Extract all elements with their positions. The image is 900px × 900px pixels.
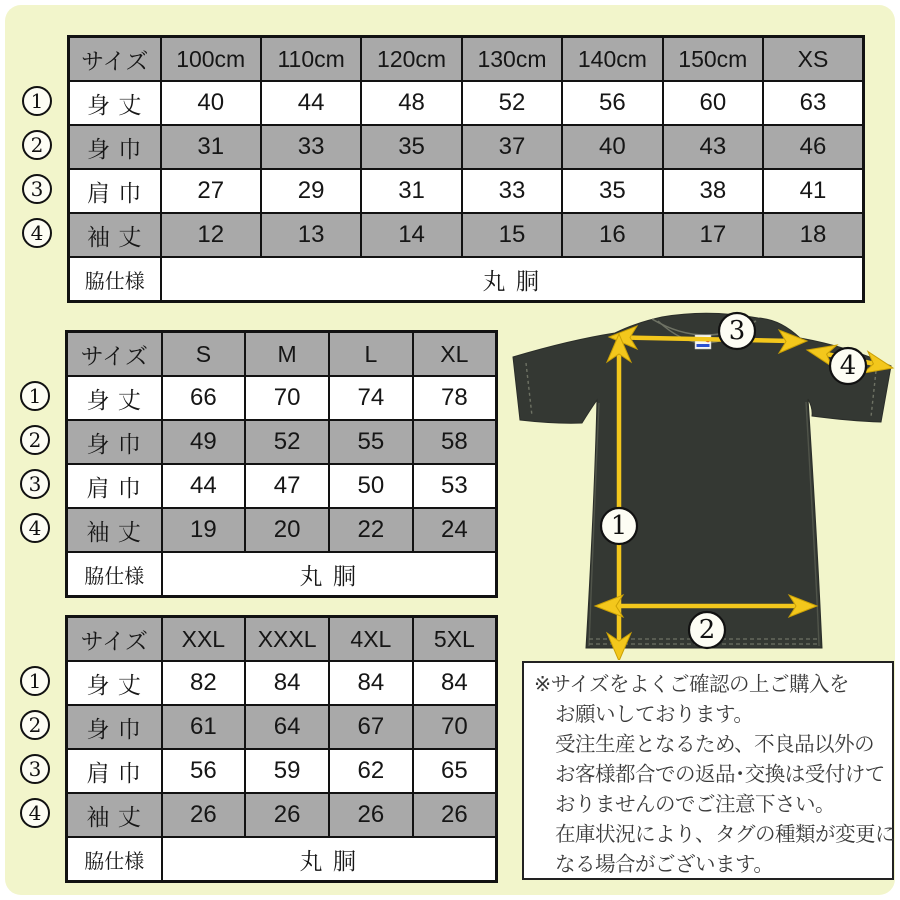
notice-line: ※サイズをよくご確認の上ご購入を xyxy=(534,673,850,696)
value-cell: 38 xyxy=(663,169,763,213)
value-cell: 63 xyxy=(763,81,863,125)
footer-value-cell: 丸 胴 xyxy=(161,257,864,302)
row-number-badge: 1 xyxy=(20,381,50,411)
column-header-cell: サイズ xyxy=(69,37,161,82)
value-cell: 74 xyxy=(329,376,413,420)
value-cell: 56 xyxy=(562,81,662,125)
row-number-badge: 1 xyxy=(22,86,52,116)
table-row xyxy=(67,661,497,705)
value-cell: 22 xyxy=(329,508,413,552)
value-cell: 18 xyxy=(763,213,863,257)
value-cell: 78 xyxy=(413,376,497,420)
value-cell: 13 xyxy=(261,213,361,257)
callout-4-badge xyxy=(830,348,866,384)
column-header-cell: 130cm xyxy=(462,37,562,82)
value-cell: 67 xyxy=(329,705,413,749)
footer-label-cell: 脇仕様 xyxy=(67,837,162,882)
value-cell: 33 xyxy=(261,125,361,169)
row-label-cell: 袖 丈 xyxy=(67,793,162,837)
column-header-cell: S xyxy=(162,332,246,377)
footer-value-cell: 丸 胴 xyxy=(162,837,497,882)
value-cell: 62 xyxy=(329,749,413,793)
column-header-cell: XL xyxy=(413,332,497,377)
callout-2-number: 2 xyxy=(698,615,716,645)
value-cell: 53 xyxy=(413,464,497,508)
column-header-cell: XS xyxy=(763,37,863,82)
value-cell: 40 xyxy=(562,125,662,169)
value-cell: 26 xyxy=(245,793,329,837)
value-cell: 59 xyxy=(245,749,329,793)
value-cell: 33 xyxy=(462,169,562,213)
table-row xyxy=(67,749,497,793)
row-label-cell: 肩 巾 xyxy=(67,464,162,508)
value-cell: 70 xyxy=(413,705,497,749)
value-cell: 20 xyxy=(245,508,329,552)
column-header-cell: サイズ xyxy=(67,332,162,377)
notice-line: おりませんのでご注意下さい。 xyxy=(555,793,835,816)
value-cell: 17 xyxy=(663,213,763,257)
column-header-cell: 5XL xyxy=(413,617,497,662)
value-cell: 61 xyxy=(162,705,246,749)
value-cell: 52 xyxy=(245,420,329,464)
row-label-cell: 肩 巾 xyxy=(69,169,161,213)
value-cell: 82 xyxy=(162,661,246,705)
table-row xyxy=(69,169,864,213)
value-cell: 52 xyxy=(462,81,562,125)
column-header-cell: L xyxy=(329,332,413,377)
row-number-badge: 2 xyxy=(20,710,50,740)
value-cell: 35 xyxy=(361,125,461,169)
notice-line: なる場合がございます。 xyxy=(555,853,774,876)
notice-line: お客様都合での返品･交換は受付けて xyxy=(555,763,885,786)
table-footer-row xyxy=(69,257,864,302)
column-header-cell: XXL xyxy=(162,617,246,662)
value-cell: 40 xyxy=(161,81,261,125)
column-header-cell: M xyxy=(245,332,329,377)
column-header-cell: 150cm xyxy=(663,37,763,82)
value-cell: 16 xyxy=(562,213,662,257)
table-row xyxy=(69,213,864,257)
value-cell: 55 xyxy=(329,420,413,464)
footer-value-cell: 丸 胴 xyxy=(162,552,497,597)
table-row xyxy=(67,376,497,420)
size-table xyxy=(65,330,498,598)
tshirt-diagram xyxy=(500,300,900,660)
callout-2-badge xyxy=(689,612,725,648)
notice-line: お願いしております。 xyxy=(555,703,754,726)
value-cell: 41 xyxy=(763,169,863,213)
value-cell: 26 xyxy=(413,793,497,837)
value-cell: 58 xyxy=(413,420,497,464)
row-label-cell: 身 巾 xyxy=(69,125,161,169)
row-label-cell: 身 丈 xyxy=(69,81,161,125)
value-cell: 19 xyxy=(162,508,246,552)
table-row xyxy=(67,464,497,508)
value-cell: 46 xyxy=(763,125,863,169)
row-number-badge: 3 xyxy=(20,754,50,784)
value-cell: 84 xyxy=(413,661,497,705)
value-cell: 50 xyxy=(329,464,413,508)
size-table xyxy=(65,615,498,883)
value-cell: 31 xyxy=(161,125,261,169)
row-number-badge: 1 xyxy=(20,666,50,696)
size-table xyxy=(67,35,865,303)
row-label-cell: 袖 丈 xyxy=(67,508,162,552)
value-cell: 31 xyxy=(361,169,461,213)
table-footer-row xyxy=(67,837,497,882)
row-label-cell: 袖 丈 xyxy=(69,213,161,257)
value-cell: 84 xyxy=(329,661,413,705)
notice-line: 在庫状況により、タグの種類が変更に xyxy=(555,823,895,846)
row-label-cell: 身 丈 xyxy=(67,661,162,705)
table-footer-row xyxy=(67,552,497,597)
value-cell: 65 xyxy=(413,749,497,793)
column-header-cell: サイズ xyxy=(67,617,162,662)
footer-label-cell: 脇仕様 xyxy=(67,552,162,597)
row-number-badge: 3 xyxy=(20,469,50,499)
column-header-cell: 100cm xyxy=(161,37,261,82)
row-number-badge: 2 xyxy=(22,130,52,160)
value-cell: 44 xyxy=(162,464,246,508)
column-header-cell: 4XL xyxy=(329,617,413,662)
notice-line: 受注生産となるため、不良品以外の xyxy=(555,733,875,756)
size-table-adult xyxy=(28,330,498,598)
value-cell: 64 xyxy=(245,705,329,749)
footer-label-cell: 脇仕様 xyxy=(69,257,161,302)
table-row xyxy=(67,508,497,552)
row-number-badge: 4 xyxy=(22,218,52,248)
value-cell: 15 xyxy=(462,213,562,257)
row-number-badge: 4 xyxy=(20,798,50,828)
value-cell: 47 xyxy=(245,464,329,508)
value-cell: 66 xyxy=(162,376,246,420)
column-header-cell: 110cm xyxy=(261,37,361,82)
table-row xyxy=(67,420,497,464)
value-cell: 35 xyxy=(562,169,662,213)
notice-box xyxy=(522,661,894,880)
value-cell: 26 xyxy=(329,793,413,837)
table-row xyxy=(69,81,864,125)
value-cell: 49 xyxy=(162,420,246,464)
column-header-cell: 140cm xyxy=(562,37,662,82)
callout-3-badge xyxy=(719,313,755,349)
value-cell: 56 xyxy=(162,749,246,793)
size-table-big xyxy=(28,615,498,883)
value-cell: 26 xyxy=(162,793,246,837)
column-header-cell: 120cm xyxy=(361,37,461,82)
row-number-badge: 2 xyxy=(20,425,50,455)
row-label-cell: 肩 巾 xyxy=(67,749,162,793)
value-cell: 29 xyxy=(261,169,361,213)
value-cell: 12 xyxy=(161,213,261,257)
table-row xyxy=(67,793,497,837)
table-row xyxy=(69,125,864,169)
value-cell: 84 xyxy=(245,661,329,705)
value-cell: 48 xyxy=(361,81,461,125)
value-cell: 24 xyxy=(413,508,497,552)
column-header-cell: XXXL xyxy=(245,617,329,662)
table-row xyxy=(67,705,497,749)
callout-3-number: 3 xyxy=(728,316,746,346)
value-cell: 37 xyxy=(462,125,562,169)
callout-4-number: 4 xyxy=(839,351,857,381)
size-table-kids xyxy=(30,35,865,303)
row-label-cell: 身 丈 xyxy=(67,376,162,420)
row-label-cell: 身 巾 xyxy=(67,420,162,464)
value-cell: 27 xyxy=(161,169,261,213)
row-number-badge: 4 xyxy=(20,513,50,543)
value-cell: 43 xyxy=(663,125,763,169)
callout-1-number: 1 xyxy=(610,511,628,541)
value-cell: 14 xyxy=(361,213,461,257)
value-cell: 44 xyxy=(261,81,361,125)
row-label-cell: 身 巾 xyxy=(67,705,162,749)
row-number-badge: 3 xyxy=(22,174,52,204)
callout-1-badge xyxy=(601,508,637,544)
value-cell: 70 xyxy=(245,376,329,420)
value-cell: 60 xyxy=(663,81,763,125)
